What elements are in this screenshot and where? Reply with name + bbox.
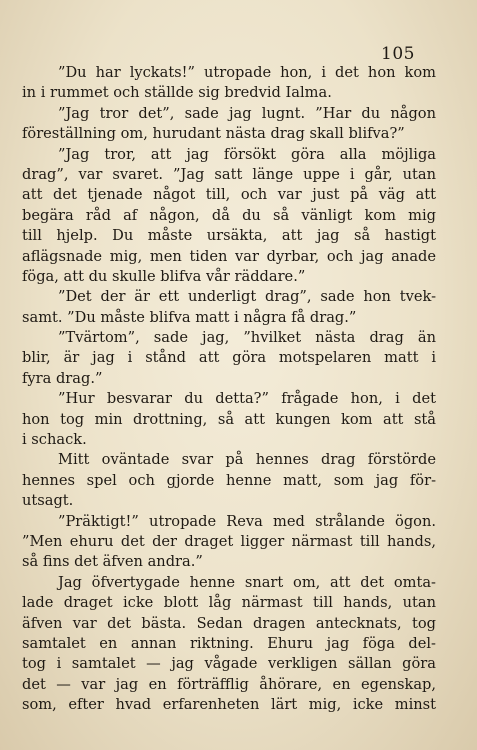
text-line: tog i samtalet — jag vågade verkligen sällan göra xyxy=(22,655,436,673)
text-line: blir, är jag i stånd att göra motspelaren matt i xyxy=(22,349,436,367)
text-line: ”Jag tror det”, sade jag lugnt. ”Har du någon xyxy=(58,104,436,122)
text-line: ”Men ehuru det der draget ligger närmast till hands, xyxy=(22,532,436,550)
text-line: samt. ”Du måste blifva matt i några få drag.” xyxy=(22,308,357,326)
text-line: det — var jag en förträfflig åhörare, en egenskap, xyxy=(22,675,436,693)
text-line: hennes spel och gjorde henne matt, som jag för- xyxy=(22,471,436,489)
text-line: ”Präktigt!” utropade Reva med strålande ögon. xyxy=(58,512,436,530)
text-line: äfven var det bästa. Sedan dragen antecknats, tog xyxy=(22,614,436,632)
text-line: ”Jag tror, att jag försökt göra alla möjliga xyxy=(58,145,436,163)
text-line: i schack. xyxy=(22,431,87,449)
text-line: Jag öfvertygade henne snart om, att det omta- xyxy=(58,573,436,591)
text-line: ”Hur besvarar du detta?” frågade hon, i det xyxy=(58,390,436,408)
text-line: ”Det der är ett underligt drag”, sade hon tvek- xyxy=(58,288,436,306)
text-line: utsagt. xyxy=(22,492,74,510)
text-line: till hjelp. Du måste ursäkta, att jag så hastigt xyxy=(22,227,436,245)
text-line: föreställning om, hurudant nästa drag skall blifva?” xyxy=(22,125,405,143)
text-line: att det tjenade något till, och var just på väg att xyxy=(22,186,436,204)
text-line: aflägsnade mig, men tiden var dyrbar, och jag anade xyxy=(22,247,436,265)
text-line: samtalet en annan riktning. Ehuru jag föga del- xyxy=(22,634,436,652)
text-line: drag”, var svaret. ”Jag satt länge uppe i går, utan xyxy=(22,165,436,183)
text-line: fyra drag.” xyxy=(22,369,103,387)
text-line: Mitt oväntade svar på hennes drag förstörde xyxy=(58,451,436,469)
text-line: ”Tvärtom”, sade jag, ”hvilket nästa drag än xyxy=(58,329,436,347)
text-line: begära råd af någon, då du så vänligt kom mig xyxy=(22,206,436,224)
text-line: ”Du har lyckats!” utropade hon, i det hon kom xyxy=(58,64,436,81)
text-line: som, efter hvad erfarenheten lärt mig, icke minst xyxy=(22,696,436,714)
text-line: så fins det äfven andra.” xyxy=(22,553,203,571)
text-line: hon tog min drottning, så att kungen kom att stå xyxy=(22,410,436,428)
text-line: lade draget icke blott låg närmast till hands, utan xyxy=(22,594,436,612)
body-text xyxy=(22,63,436,716)
text-line: föga, att du skulle blifva vår räddare.” xyxy=(22,267,306,285)
page-number: 105 xyxy=(381,44,415,64)
text-line: in i rummet och ställde sig bredvid Ialma. xyxy=(22,84,332,102)
